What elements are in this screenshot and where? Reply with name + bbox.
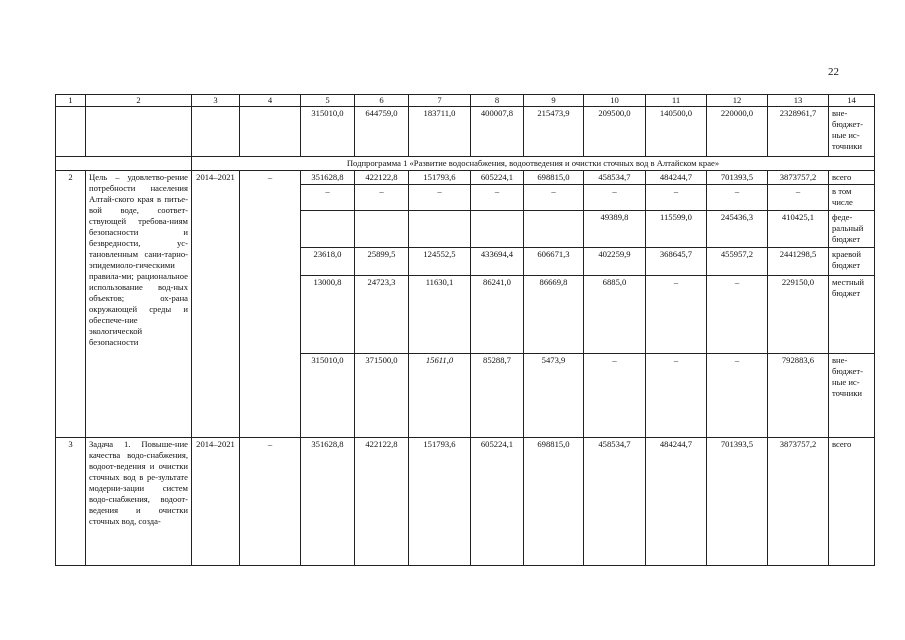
value-cell: – xyxy=(707,185,768,211)
value-cell xyxy=(409,211,471,248)
continuation-row xyxy=(56,107,875,157)
value-cell: 455957,2 xyxy=(707,248,768,276)
value-cell: 220000,0 xyxy=(707,107,768,157)
value-cell: 315010,0 xyxy=(301,107,355,157)
value-cell: – xyxy=(768,185,829,211)
column-header: 10 xyxy=(584,95,646,107)
value-cell: – xyxy=(355,185,409,211)
value-cell: 85288,7 xyxy=(471,354,524,438)
value-cell: 484244,7 xyxy=(646,171,707,185)
value-cell: 368645,7 xyxy=(646,248,707,276)
row-number: 3 xyxy=(56,438,86,566)
column-header: 12 xyxy=(707,95,768,107)
value-cell: – xyxy=(707,354,768,438)
value-cell: 701393,5 xyxy=(707,438,768,566)
value-cell: – xyxy=(471,185,524,211)
value-cell: – xyxy=(707,276,768,354)
value-cell: 140500,0 xyxy=(646,107,707,157)
funding-source: всего xyxy=(829,171,875,185)
column-header: 13 xyxy=(768,95,829,107)
value-cell: 151793,6 xyxy=(409,438,471,566)
value-cell xyxy=(524,211,584,248)
page-number: 22 xyxy=(828,66,839,78)
value-cell: 402259,9 xyxy=(584,248,646,276)
row-executor: – xyxy=(240,171,301,438)
value-cell: 5473,9 xyxy=(524,354,584,438)
value-cell: – xyxy=(646,276,707,354)
value-cell: 410425,1 xyxy=(768,211,829,248)
value-cell: 458534,7 xyxy=(584,438,646,566)
value-cell: 484244,7 xyxy=(646,438,707,566)
value-cell: 701393,5 xyxy=(707,171,768,185)
row-description: Цель – удовлетво-рение потребности населения Алтай-ского края в питье-вой воде, соответ-ствующей требова-ниям безопасности и безвредности, ус-тановленным сани-тарно-эпидемиоло-гическими правила-ми; рациональное использование вод-ных объектов; ох-рана окружающей среды и обеспече-ние экологической безопасности xyxy=(86,171,192,438)
value-cell: 3873757,2 xyxy=(768,171,829,185)
row-description: Задача 1. Повыше-ние качества водо-снабжения, водоот-ведения и очистки сточных вод в ре-зультате модерни-зации систем водо-снабжения, водоот-ведения и очистки сточных вод, созда- xyxy=(86,438,192,566)
funding-source: краевой бюджет xyxy=(829,248,875,276)
value-cell: – xyxy=(646,354,707,438)
value-cell: 422122,8 xyxy=(355,438,409,566)
value-cell: 15611,0 xyxy=(409,354,471,438)
value-cell: 229150,0 xyxy=(768,276,829,354)
column-header: 4 xyxy=(240,95,301,107)
subprogram-title: Подпрограмма 1 «Развитие водоснабжения, водоотведения и очистки сточных вод в Алтайском крае» xyxy=(192,157,875,171)
value-cell: – xyxy=(301,185,355,211)
value-cell: 422122,8 xyxy=(355,171,409,185)
subprogram-row xyxy=(56,157,875,171)
value-cell: 24723,3 xyxy=(355,276,409,354)
value-cell: 209500,0 xyxy=(584,107,646,157)
value-cell: 792883,6 xyxy=(768,354,829,438)
column-header: 9 xyxy=(524,95,584,107)
column-number-row xyxy=(56,95,875,107)
value-cell: 23618,0 xyxy=(301,248,355,276)
value-cell: 6885,0 xyxy=(584,276,646,354)
funding-source: феде-ральный бюджет xyxy=(829,211,875,248)
value-cell: – xyxy=(584,185,646,211)
value-cell xyxy=(355,211,409,248)
value-cell xyxy=(301,211,355,248)
funding-source: вне-бюджет-ные ис-точники xyxy=(829,354,875,438)
value-cell: 2441298,5 xyxy=(768,248,829,276)
row-number: 2 xyxy=(56,171,86,438)
table-row xyxy=(56,438,875,566)
budget-table xyxy=(55,94,875,566)
value-cell: 644759,0 xyxy=(355,107,409,157)
value-cell: – xyxy=(646,185,707,211)
value-cell: 433694,4 xyxy=(471,248,524,276)
value-cell: 2328961,7 xyxy=(768,107,829,157)
value-cell: 400007,8 xyxy=(471,107,524,157)
value-cell: 25899,5 xyxy=(355,248,409,276)
row-period: 2014–2021 xyxy=(192,171,240,438)
value-cell: – xyxy=(524,185,584,211)
value-cell: 86669,8 xyxy=(524,276,584,354)
value-cell: 698815,0 xyxy=(524,438,584,566)
value-cell: – xyxy=(409,185,471,211)
value-cell: 3873757,2 xyxy=(768,438,829,566)
column-header: 11 xyxy=(646,95,707,107)
value-cell: 151793,6 xyxy=(409,171,471,185)
funding-source: вне-бюджет-ные ис-точники xyxy=(829,107,875,157)
value-cell: 458534,7 xyxy=(584,171,646,185)
value-cell: 49389,8 xyxy=(584,211,646,248)
value-cell: 605224,1 xyxy=(471,171,524,185)
value-cell xyxy=(471,211,524,248)
row-executor: – xyxy=(240,438,301,566)
funding-source: всего xyxy=(829,438,875,566)
value-cell: 115599,0 xyxy=(646,211,707,248)
value-cell: 245436,3 xyxy=(707,211,768,248)
value-cell: 371500,0 xyxy=(355,354,409,438)
value-cell: 11630,1 xyxy=(409,276,471,354)
value-cell: 315010,0 xyxy=(301,354,355,438)
value-cell: 605224,1 xyxy=(471,438,524,566)
column-header: 5 xyxy=(301,95,355,107)
value-cell: 215473,9 xyxy=(524,107,584,157)
column-header: 1 xyxy=(56,95,86,107)
column-header: 3 xyxy=(192,95,240,107)
value-cell: 606671,3 xyxy=(524,248,584,276)
funding-source: в том числе xyxy=(829,185,875,211)
column-header: 14 xyxy=(829,95,875,107)
value-cell: 698815,0 xyxy=(524,171,584,185)
column-header: 7 xyxy=(409,95,471,107)
row-period: 2014–2021 xyxy=(192,438,240,566)
value-cell: 351628,8 xyxy=(301,438,355,566)
value-cell: 351628,8 xyxy=(301,171,355,185)
value-cell: – xyxy=(584,354,646,438)
value-cell: 86241,0 xyxy=(471,276,524,354)
funding-source: местный бюджет xyxy=(829,276,875,354)
column-header: 8 xyxy=(471,95,524,107)
column-header: 2 xyxy=(86,95,192,107)
value-cell: 183711,0 xyxy=(409,107,471,157)
value-cell: 124552,5 xyxy=(409,248,471,276)
value-cell: 13000,8 xyxy=(301,276,355,354)
table-row xyxy=(56,171,875,185)
column-header: 6 xyxy=(355,95,409,107)
